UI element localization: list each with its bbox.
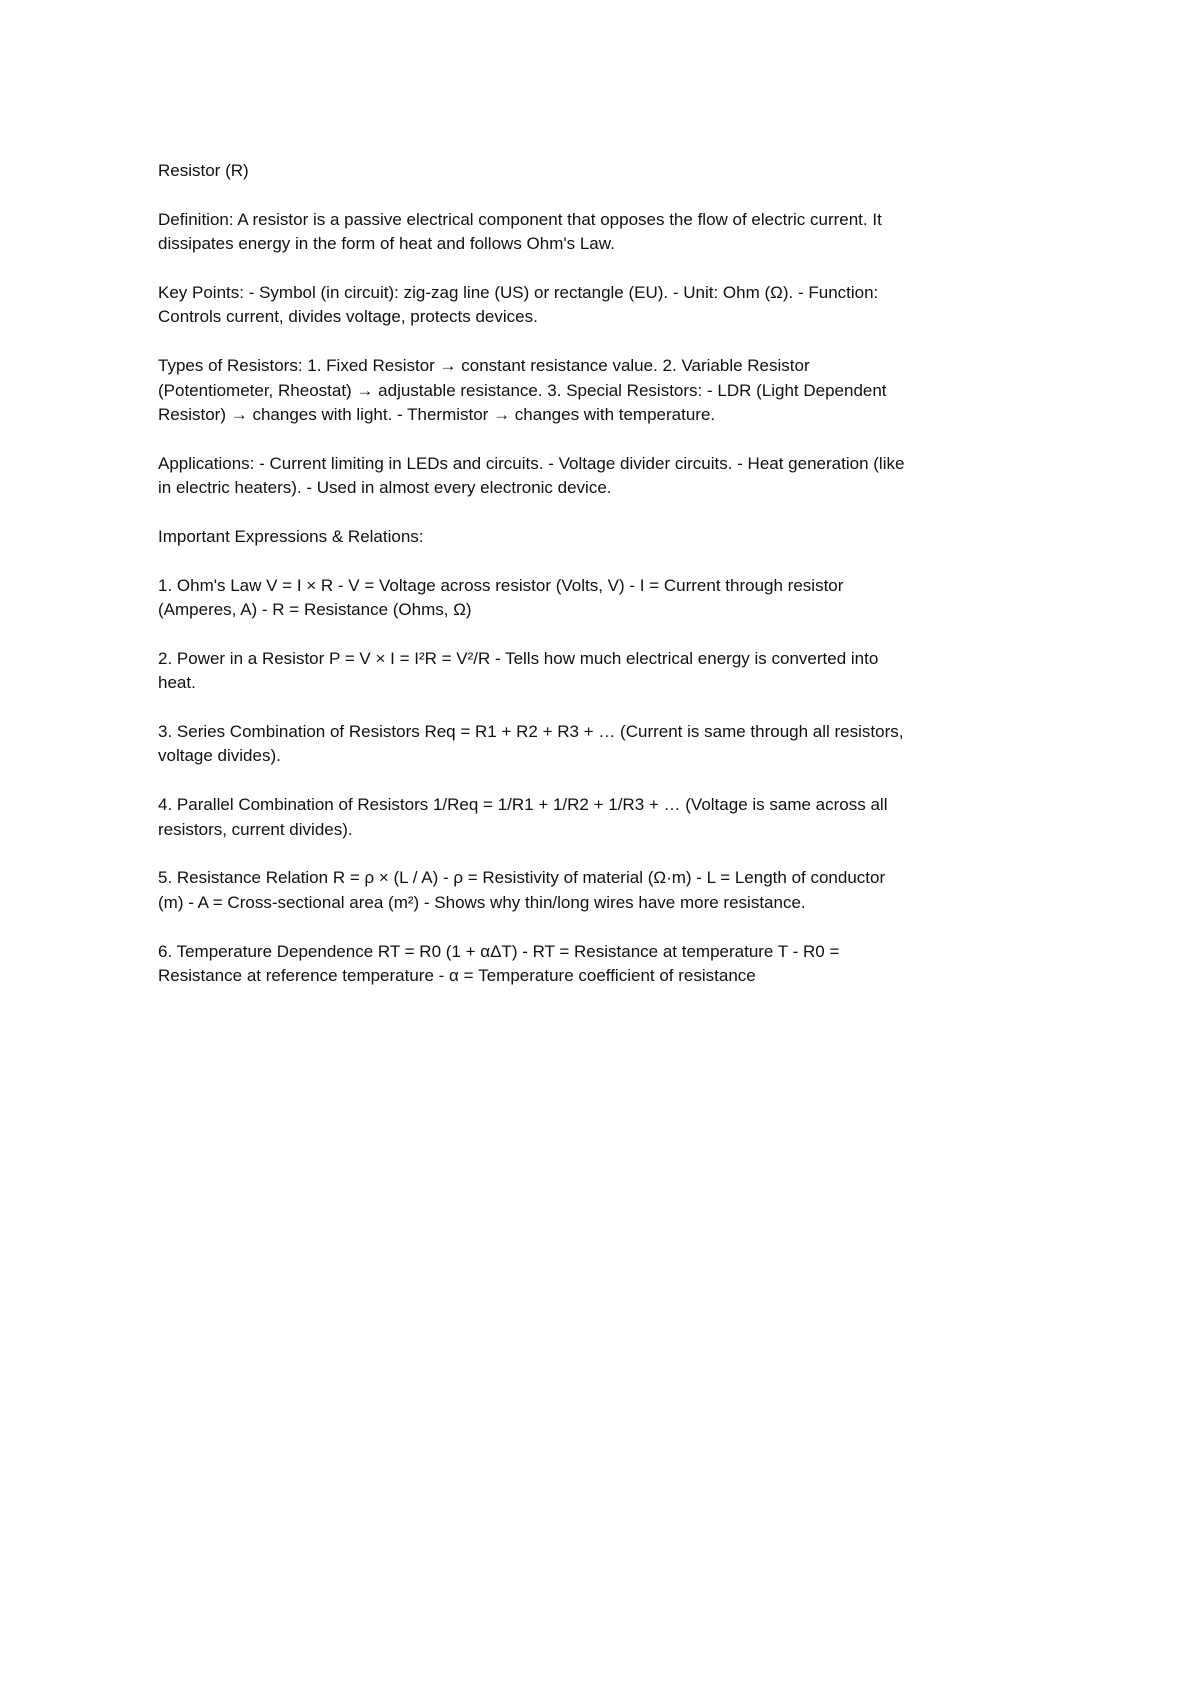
paragraph-temperature-dependence — [158, 940, 1118, 989]
title-line: Resistor (R) — [158, 161, 249, 180]
text-line: Key Points: - Symbol (in circuit): zig-zag line (US) or rectangle (EU). - Unit: Ohm (Ω). - Function: — [158, 282, 879, 302]
text-line: dissipates energy in the form of heat and follows Ohm's Law. — [158, 234, 615, 254]
document-title — [158, 159, 1118, 183]
text-line: 5. Resistance Relation R = ρ × (L / A) - ρ = Resistivity of material (Ω·m) - L = Length of conductor — [158, 868, 886, 888]
text-line: (Amperes, A) - R = Resistance (Ohms, Ω) — [158, 600, 472, 620]
paragraph-applications — [158, 452, 1118, 501]
text-line: 6. Temperature Dependence RT = R0 (1 + αΔT) - RT = Resistance at temperature T - R0 = — [158, 941, 840, 961]
paragraph-parallel-combination — [158, 793, 1118, 842]
text-line: 4. Parallel Combination of Resistors 1/Req = 1/R1 + 1/R2 + 1/R3 + … (Voltage is same across all — [158, 795, 888, 815]
document-page — [158, 159, 1118, 1013]
paragraph-resistance-relation — [158, 866, 1118, 915]
text-line: Definition: A resistor is a passive electrical component that opposes the flow of electric current. It — [158, 209, 882, 229]
text-line: Controls current, divides voltage, protects devices. — [158, 307, 538, 327]
text-line: 2. Power in a Resistor P = V × I = I²R = V²/R - Tells how much electrical energy is converted into — [158, 648, 879, 668]
text-line: in electric heaters). - Used in almost every electronic device. — [158, 478, 612, 498]
text-line: Types of Resistors: 1. Fixed Resistor → constant resistance value. 2. Variable Resistor — [158, 356, 810, 376]
paragraph-power — [158, 647, 1118, 696]
text-line: 3. Series Combination of Resistors Req = R1 + R2 + R3 + … (Current is same through all resistors, — [158, 721, 904, 741]
text-line: Applications: - Current limiting in LEDs and circuits. - Voltage divider circuits. - Heat generation (like — [158, 453, 905, 473]
text-line: Resistor) → changes with light. - Thermistor → changes with temperature. — [158, 404, 716, 424]
document-body — [158, 208, 1118, 989]
text-line: (m) - A = Cross-sectional area (m²) - Shows why thin/long wires have more resistance. — [158, 892, 806, 912]
paragraph-definition — [158, 208, 1118, 257]
text-line: (Potentiometer, Rheostat) → adjustable resistance. 3. Special Resistors: - LDR (Light Dependent — [158, 380, 887, 400]
paragraph-series-combination — [158, 720, 1118, 769]
text-line: heat. — [158, 673, 196, 693]
paragraph-key-points — [158, 281, 1118, 330]
paragraph-types-of-resistors — [158, 354, 1118, 427]
text-line: voltage divides). — [158, 746, 281, 766]
text-line: Important Expressions & Relations: — [158, 526, 424, 546]
text-line: resistors, current divides). — [158, 819, 353, 839]
paragraph-ohms-law — [158, 574, 1118, 623]
text-line: Resistance at reference temperature - α = Temperature coefficient of resistance — [158, 965, 756, 985]
paragraph-expressions-heading — [158, 525, 1118, 549]
text-line: 1. Ohm's Law V = I × R - V = Voltage across resistor (Volts, V) - I = Current through resistor — [158, 575, 844, 595]
